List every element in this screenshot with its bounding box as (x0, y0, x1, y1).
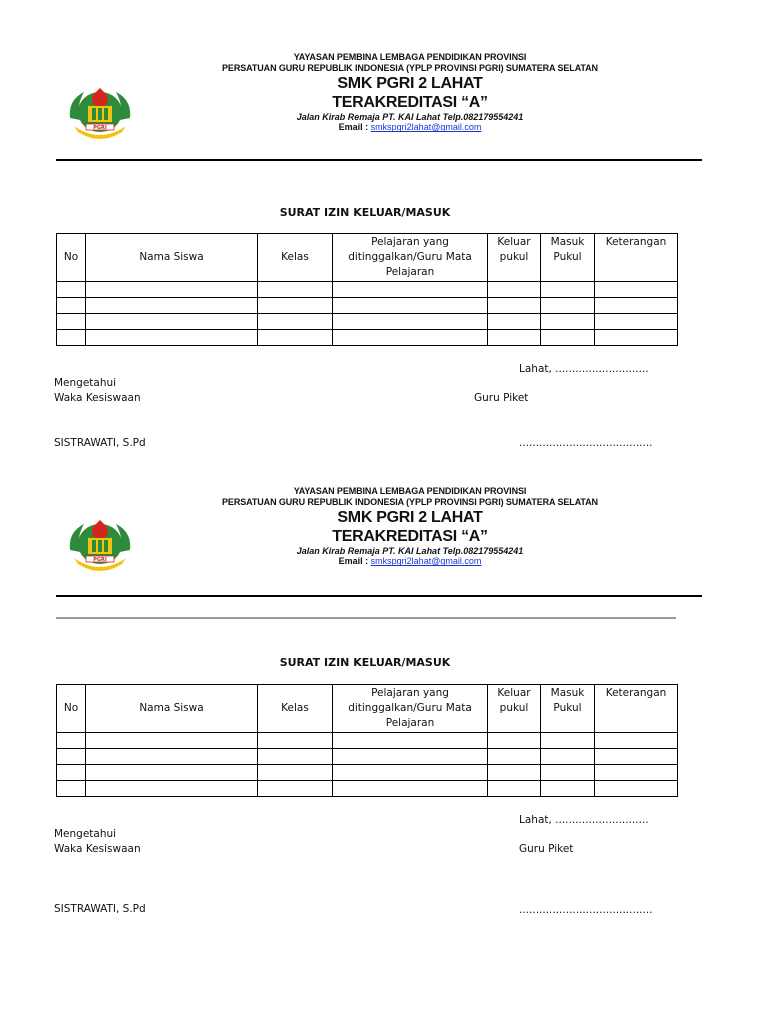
table-row (57, 733, 678, 749)
table-header-row (57, 234, 678, 282)
email-line (200, 122, 620, 133)
col-header-no: No (57, 685, 86, 733)
permit-form-1 (0, 0, 768, 470)
school-name: SMK PGRI 2 LAHAT (337, 74, 483, 92)
permit-table (56, 684, 678, 797)
table-row (57, 282, 678, 298)
email-link[interactable]: smkspgri2lahat@gmail.com (370, 556, 482, 567)
duty-teacher-title: Guru Piket (519, 843, 574, 855)
accreditation: TERAKREDITASI “A” (332, 93, 488, 111)
table-row (57, 765, 678, 781)
permit-form-2 (0, 450, 768, 920)
col-header-keluar: Keluar pukul (488, 234, 541, 282)
union-name: PERSATUAN GURU REPUBLIK INDONESIA (YPLP PROVINSI PGRI) SUMATERA SELATAN (222, 496, 598, 507)
email-link[interactable]: smkspgri2lahat@gmail.com (370, 122, 482, 133)
table-header-row (57, 685, 678, 733)
vice-principal-name: SISTRAWATI, S.Pd (54, 903, 146, 915)
email-label: Email : (338, 122, 371, 133)
school-name: SMK PGRI 2 LAHAT (337, 508, 483, 526)
col-header-masuk: Masuk Pukul (541, 234, 595, 282)
table-row (57, 749, 678, 765)
table-row (57, 314, 678, 330)
place-date: Lahat, ............................ (519, 814, 649, 826)
union-name: PERSATUAN GURU REPUBLIK INDONESIA (YPLP PROVINSI PGRI) SUMATERA SELATAN (222, 62, 598, 73)
vice-principal-name: SISTRAWATI, S.Pd (54, 437, 146, 449)
col-header-pelajaran: Pelajaran yang ditinggalkan/Guru Mata Pelajaran (333, 685, 488, 733)
letterhead-divider (56, 159, 702, 161)
col-header-keterangan: Keterangan (595, 234, 678, 282)
col-header-keluar: Keluar pukul (488, 685, 541, 733)
col-header-masuk: Masuk Pukul (541, 685, 595, 733)
vice-principal-title: Waka Kesiswaan (54, 392, 141, 404)
vice-principal-title: Waka Kesiswaan (54, 843, 141, 855)
acknowledge-label: Mengetahui (54, 377, 117, 389)
acknowledge-label: Mengetahui (54, 828, 117, 840)
letterhead (200, 52, 620, 133)
foundation-name: YAYASAN PEMBINA LEMBAGA PENDIDIKAN PROVINSI (293, 52, 527, 62)
duty-teacher-signature-line: ........................................ (519, 437, 653, 449)
school-address: Jalan Kirab Remaja PT. KAI Lahat Telp.082179554241 (296, 545, 524, 556)
foundation-name: YAYASAN PEMBINA LEMBAGA PENDIDIKAN PROVINSI (293, 486, 527, 496)
col-header-nama: Nama Siswa (86, 234, 258, 282)
form-title: SURAT IZIN KELUAR/MASUK (279, 656, 451, 669)
table-row (57, 298, 678, 314)
table-row (57, 781, 678, 797)
pgri-logo (64, 86, 136, 144)
accreditation: TERAKREDITASI “A” (332, 527, 488, 545)
letterhead-divider-secondary (56, 617, 676, 619)
school-address: Jalan Kirab Remaja PT. KAI Lahat Telp.082179554241 (296, 111, 524, 122)
col-header-kelas: Kelas (258, 685, 333, 733)
col-header-nama: Nama Siswa (86, 685, 258, 733)
logo-text: PGRI (93, 557, 107, 563)
letterhead (200, 486, 620, 567)
duty-teacher-title: Guru Piket (474, 392, 529, 404)
email-label: Email : (338, 556, 371, 567)
col-header-kelas: Kelas (258, 234, 333, 282)
col-header-pelajaran: Pelajaran yang ditinggalkan/Guru Mata Pelajaran (333, 234, 488, 282)
col-header-no: No (57, 234, 86, 282)
col-header-keterangan: Keterangan (595, 685, 678, 733)
logo-text: PGRI (93, 125, 107, 131)
form-title: SURAT IZIN KELUAR/MASUK (279, 206, 451, 219)
email-line (200, 556, 620, 567)
permit-table (56, 233, 678, 346)
pgri-logo (64, 518, 136, 576)
duty-teacher-signature-line: ........................................ (519, 904, 653, 916)
letterhead-divider (56, 595, 702, 597)
table-row (57, 330, 678, 346)
place-date: Lahat, ............................ (519, 363, 649, 375)
